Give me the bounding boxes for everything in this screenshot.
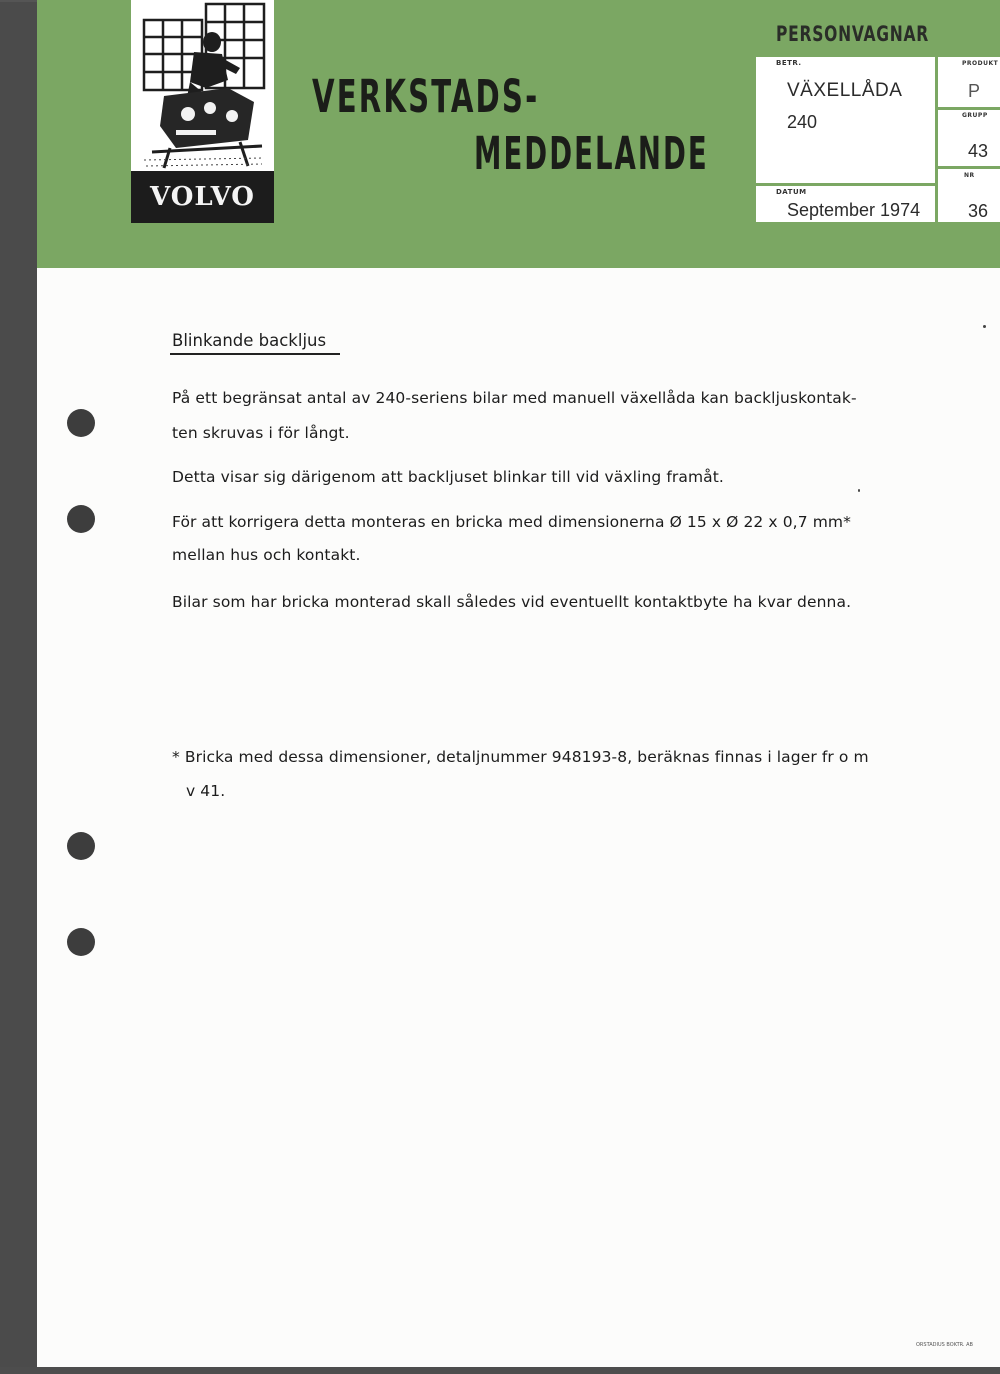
punch-hole xyxy=(67,409,95,437)
volvo-logo: VOLVO xyxy=(131,171,274,223)
grupp-box xyxy=(938,110,1000,166)
date-box xyxy=(756,186,935,222)
paragraph-1-line-2: ten skruvas i för långt. xyxy=(172,424,350,442)
paragraph-1-line-1: På ett begränsat antal av 240-seriens bilar med manuell växellåda kan backljuskontak- xyxy=(172,389,857,407)
paragraph-3-line-1: För att korrigera detta monteras en bricka med dimensionerna Ø 15 x Ø 22 x 0,7 mm* xyxy=(172,513,851,531)
produkt-label: PRODUKT xyxy=(962,60,999,67)
datum-label: DATUM xyxy=(776,188,807,196)
scan-border-left xyxy=(0,0,37,1374)
category-label: PERSONVAGNAR xyxy=(776,22,930,46)
heading-underline xyxy=(170,353,340,355)
paragraph-4: Bilar som har bricka monterad skall således vid eventuellt kontaktbyte ha kvar denna. xyxy=(172,593,852,611)
mechanic-illustration xyxy=(136,2,270,170)
punch-hole xyxy=(67,832,95,860)
scan-speck xyxy=(983,325,986,328)
grupp-value: 43 xyxy=(968,141,989,161)
produkt-value: P xyxy=(968,81,981,101)
scan-border-bottom xyxy=(0,1367,1000,1374)
punch-hole xyxy=(67,505,95,533)
footnote-line-2: v 41. xyxy=(186,782,226,800)
subject-line-2: 240 xyxy=(787,112,818,132)
printer-imprint: ORSTADIUS BOKTR. AB xyxy=(916,1342,973,1348)
paragraph-3-line-2: mellan hus och kontakt. xyxy=(172,546,361,564)
title-line-2: MEDDELANDE xyxy=(474,127,709,180)
subject-box xyxy=(756,57,935,183)
footnote-line-1: * Bricka med dessa dimensioner, detaljnummer 948193-8, beräknas finnas i lager fr o m xyxy=(172,748,869,766)
paragraph-2: Detta visar sig därigenom att backljuset blinkar till vid växling framåt. xyxy=(172,468,724,486)
subject-line-1: VÄXELLÅDA xyxy=(787,80,903,101)
title-line-1: VERKSTADS- xyxy=(312,70,540,123)
date-value: September 1974 xyxy=(787,200,921,220)
nr-box xyxy=(938,169,1000,222)
produkt-box xyxy=(938,57,1000,107)
scan-speck xyxy=(858,489,860,492)
nr-value: 36 xyxy=(968,201,989,221)
betr-label: BETR. xyxy=(776,59,802,67)
punch-hole xyxy=(67,928,95,956)
grupp-label: GRUPP xyxy=(962,112,988,119)
nr-label: NR xyxy=(964,172,975,179)
section-heading: Blinkande backljus xyxy=(172,331,327,350)
